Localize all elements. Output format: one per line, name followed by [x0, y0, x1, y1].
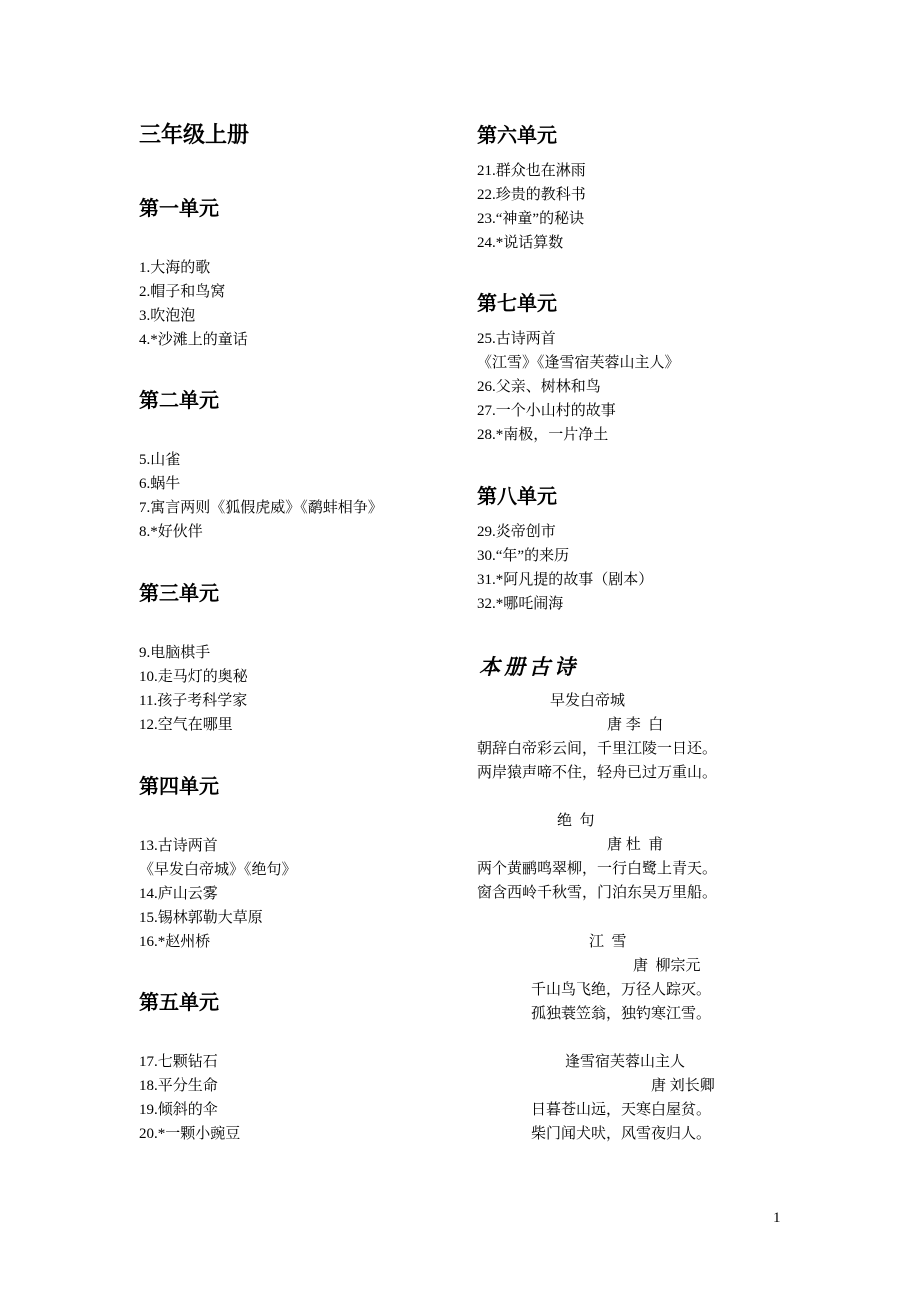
lesson-item: 22.珍贵的教科书: [477, 187, 586, 203]
lesson-item: 19.倾斜的伞: [139, 1102, 218, 1118]
lesson-item: 15.锡林郭勒大草原: [139, 910, 263, 926]
unit-heading: 第六单元: [477, 123, 557, 147]
poem-line: 朝辞白帝彩云间，千里江陵一日还。: [477, 741, 718, 757]
lesson-item: 31.*阿凡提的故事（剧本）: [477, 572, 654, 588]
lesson-item: 27.一个小山村的故事: [477, 403, 616, 419]
poem-line: 窗含西岭千秋雪，门泊东吴万里船。: [477, 885, 718, 901]
unit-heading: 第五单元: [139, 990, 219, 1014]
poem-line: 孤独蓑笠翁，独钓寒江雪。: [531, 1006, 712, 1022]
page-title: 三年级上册: [139, 123, 250, 148]
lesson-item: 25.古诗两首: [477, 331, 556, 347]
lesson-item: 24.*说话算数: [477, 235, 564, 251]
poem-line: 千山鸟飞绝，万径人踪灭。: [531, 982, 712, 998]
lesson-item: 9.电脑棋手: [139, 645, 211, 661]
unit-heading: 第二单元: [139, 388, 219, 412]
poem-author: 唐 杜 甫: [607, 837, 664, 853]
unit-heading: 第七单元: [477, 291, 557, 315]
lesson-item: 2.帽子和鸟窝: [139, 284, 226, 300]
lesson-item: 12.空气在哪里: [139, 717, 233, 733]
poem-line: 两岸猿声啼不住，轻舟已过万重山。: [477, 765, 718, 781]
lesson-item: 《早发白帝城》《绝句》: [139, 862, 297, 878]
poem-author: 唐 柳宗元: [633, 958, 701, 974]
poem-line: 柴门闻犬吠，风雪夜归人。: [531, 1126, 712, 1142]
lesson-item: 21.群众也在淋雨: [477, 163, 586, 179]
lesson-item: 《江雪》《逢雪宿芙蓉山主人》: [477, 355, 680, 371]
lesson-item: 4.*沙滩上的童话: [139, 332, 248, 348]
unit-heading: 第三单元: [139, 581, 219, 605]
lesson-item: 6.蜗牛: [139, 476, 181, 492]
unit-heading: 第一单元: [139, 196, 219, 220]
lesson-item: 10.走马灯的奥秘: [139, 669, 248, 685]
page-number: 1: [773, 1210, 781, 1226]
poem-line: 两个黄鹂鸣翠柳，一行白鹭上青天。: [477, 861, 718, 877]
lesson-item: 26.父亲、树林和鸟: [477, 379, 601, 395]
poem-title: 早发白帝城: [550, 693, 626, 709]
lesson-item: 18.平分生命: [139, 1078, 218, 1094]
lesson-item: 7.寓言两则《狐假虎威》《鹬蚌相争》: [139, 500, 383, 516]
lesson-item: 16.*赵州桥: [139, 934, 211, 950]
lesson-item: 23.“神童”的秘诀: [477, 211, 585, 227]
poems-heading: 本册古诗: [479, 654, 579, 679]
lesson-item: 5.山雀: [139, 452, 181, 468]
lesson-item: 3.吹泡泡: [139, 308, 196, 324]
poem-title: 逢雪宿芙蓉山主人: [565, 1054, 686, 1070]
lesson-item: 11.孩子考科学家: [139, 693, 248, 709]
lesson-item: 29.炎帝创市: [477, 524, 556, 540]
lesson-item: 1.大海的歌: [139, 260, 211, 276]
lesson-item: 17.七颗钻石: [139, 1054, 218, 1070]
lesson-item: 20.*一颗小豌豆: [139, 1126, 241, 1142]
poem-title: 绝 句: [557, 813, 595, 829]
poem-title: 江 雪: [589, 934, 627, 950]
lesson-item: 13.古诗两首: [139, 838, 218, 854]
unit-heading: 第八单元: [477, 484, 557, 508]
lesson-item: 30.“年”的来历: [477, 548, 570, 564]
lesson-item: 28.*南极，一片净土: [477, 427, 609, 443]
unit-heading: 第四单元: [139, 774, 219, 798]
lesson-item: 32.*哪吒闹海: [477, 596, 564, 612]
poem-line: 日暮苍山远，天寒白屋贫。: [531, 1102, 712, 1118]
poem-author: 唐 李 白: [607, 717, 664, 733]
lesson-item: 8.*好伙伴: [139, 524, 203, 540]
lesson-item: 14.庐山云雾: [139, 886, 218, 902]
poem-author: 唐 刘长卿: [651, 1078, 715, 1094]
